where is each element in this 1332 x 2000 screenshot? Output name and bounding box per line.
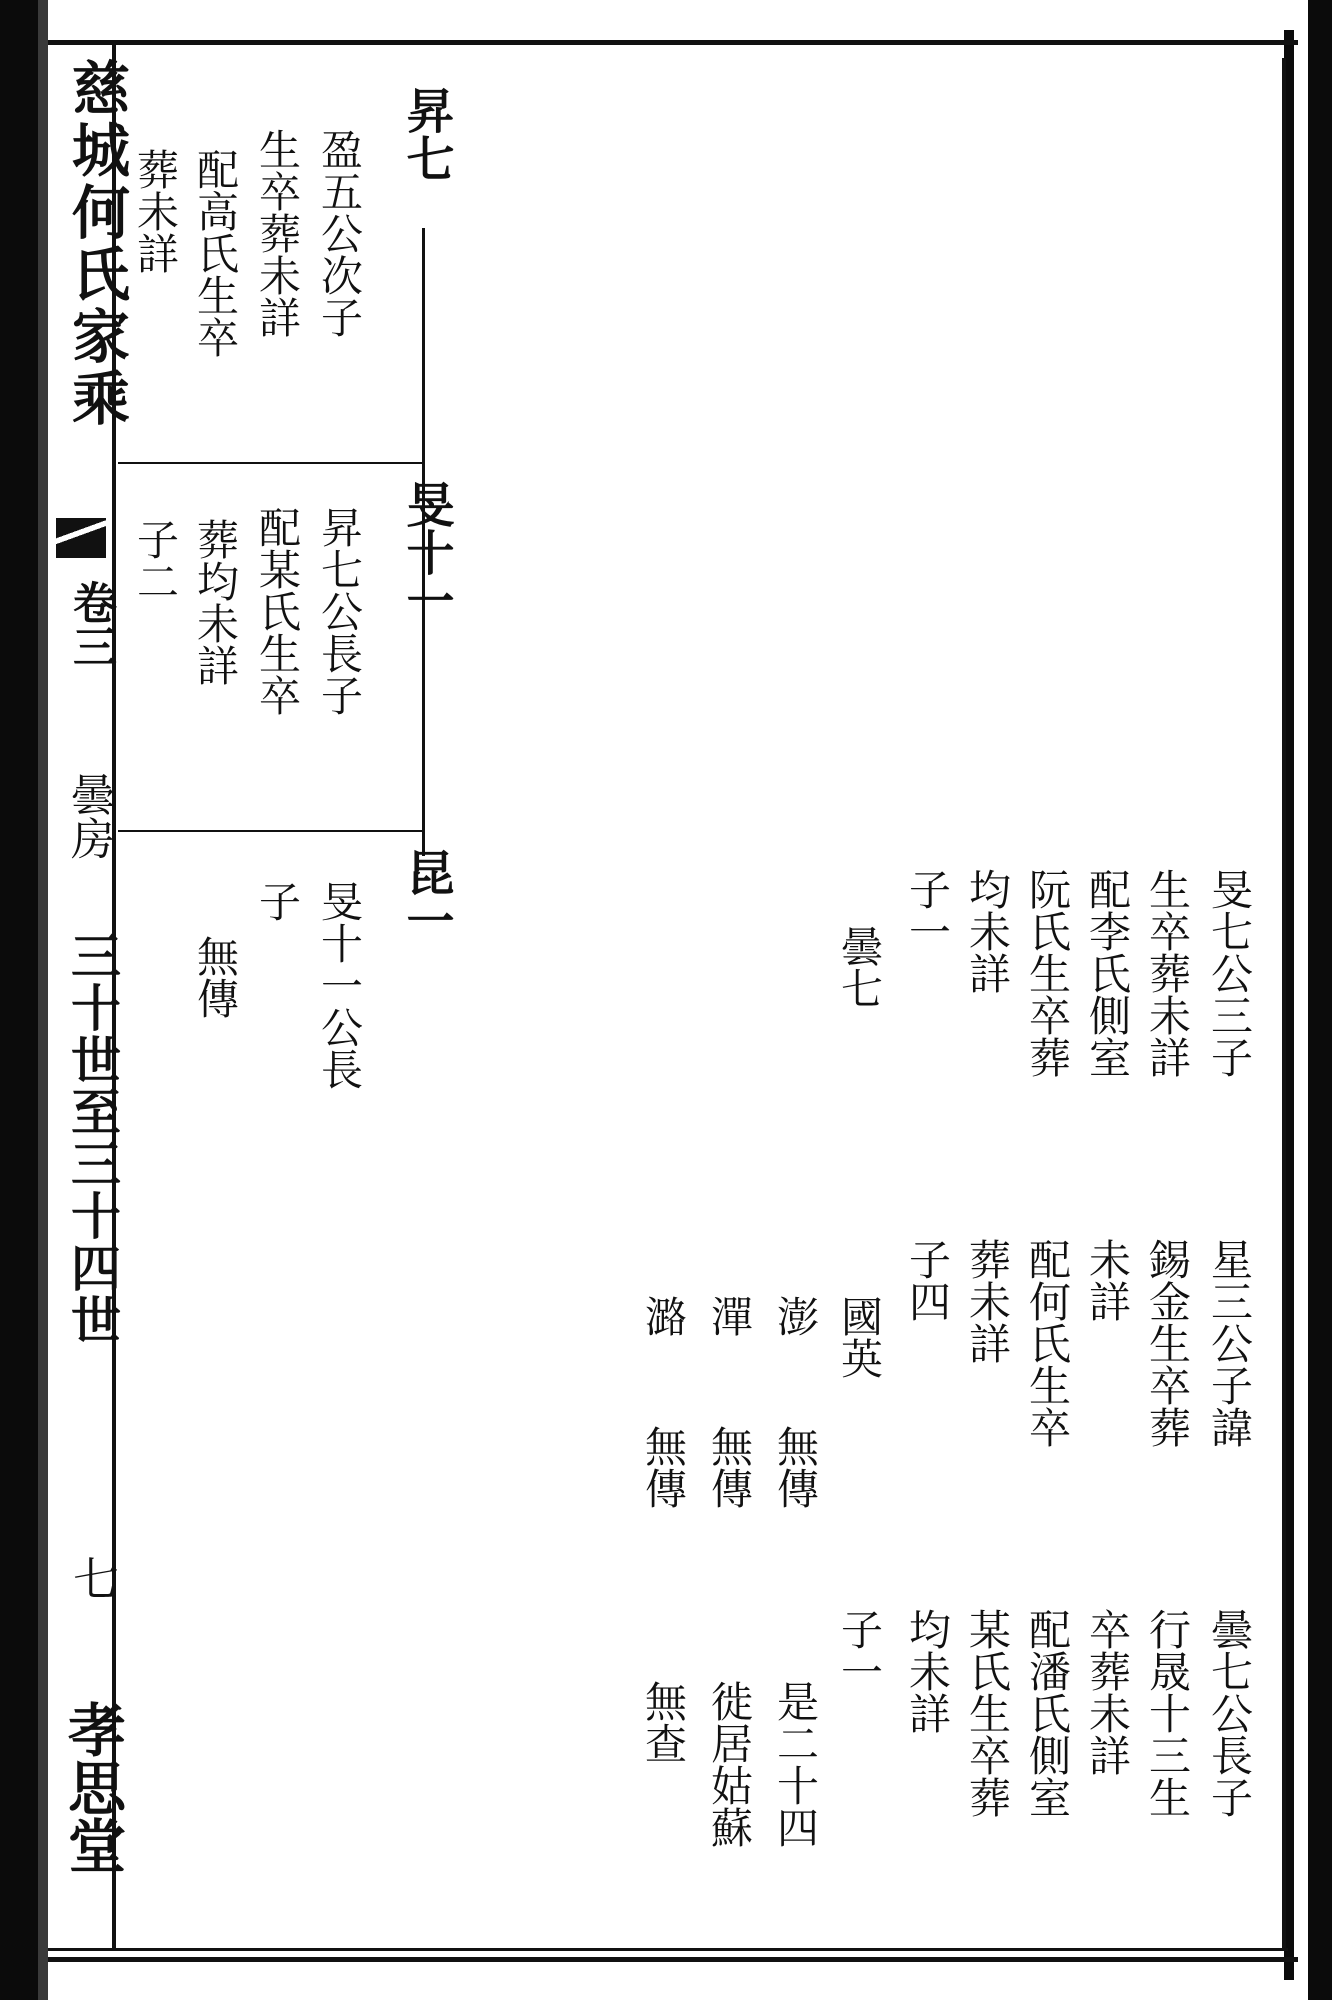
fishtail-mark [56, 518, 106, 558]
generation-name-kun1: 昆一 [398, 848, 454, 944]
hall-name: 孝思堂 [58, 1700, 126, 1874]
tree-branch-line [118, 462, 424, 464]
entry-text: 無傳 [191, 935, 240, 1019]
person-status: 無傳 [771, 1425, 820, 1509]
entry-text: 子一 [835, 1608, 884, 1692]
entry-text: 配高氏生卒 [191, 148, 240, 358]
entry-text: 盈五公次子 [315, 128, 364, 338]
person-status: 無傳 [705, 1425, 754, 1509]
entry-text: 旻十一公長 [315, 880, 364, 1090]
entry-text: 是二十四 [771, 1680, 820, 1848]
entry-text: 配潘氏側室 [1023, 1608, 1072, 1818]
frame-bottom-rule [48, 1948, 1288, 1951]
entry-text: 某氏生卒葬 [963, 1608, 1012, 1818]
entry-text: 葬未詳 [131, 148, 180, 274]
scan-margin-left [0, 0, 38, 2000]
page-number: 七 [66, 1555, 120, 1601]
person-status: 無傳 [639, 1425, 688, 1509]
generation-name-min11: 旻十一 [398, 480, 454, 624]
person-name-guoying: 國英 [835, 1295, 884, 1379]
entry-text: 錫金生卒葬 [1143, 1238, 1192, 1448]
entry-text: 未詳 [1083, 1238, 1132, 1322]
entry-text: 無查 [639, 1680, 688, 1764]
generation-name-tan7: 曇七 [835, 925, 884, 1009]
entry-text: 曇七公長子 [1205, 1608, 1254, 1818]
entry-text: 星三公子諱 [1205, 1238, 1254, 1448]
volume-label: 卷三 [65, 580, 116, 668]
frame-inner-rule [1282, 58, 1286, 1948]
scan-margin-right [1308, 0, 1332, 2000]
entry-text: 子一 [903, 868, 952, 952]
tree-branch-line [118, 830, 424, 832]
entry-text: 配李氏側室 [1083, 868, 1132, 1078]
entry-text: 旻七公三子 [1205, 868, 1254, 1078]
entry-text: 均未詳 [963, 868, 1012, 994]
entry-text: 均未詳 [903, 1608, 952, 1734]
book-title: 慈城何氏家乘 [62, 58, 130, 430]
entry-text: 子二 [131, 518, 180, 602]
entry-text: 葬均未詳 [191, 518, 240, 686]
entry-text: 阮氏生卒葬 [1023, 868, 1072, 1078]
generation-name-sheng7: 昇七 [398, 86, 454, 182]
person-name: 澎 [771, 1295, 820, 1337]
entry-text: 昇七公長子 [315, 506, 364, 716]
entry-text: 卒葬未詳 [1083, 1608, 1132, 1776]
entry-text: 配某氏生卒 [253, 506, 302, 716]
entry-text: 生卒葬未詳 [1143, 868, 1192, 1078]
person-name: 潞 [639, 1295, 688, 1337]
entry-text: 子四 [903, 1238, 952, 1322]
generation-range: 三十世至三十四世 [63, 930, 122, 1346]
entry-text: 子 [253, 880, 302, 922]
scan-margin-left-shadow [38, 0, 48, 2000]
person-name: 潬 [705, 1295, 754, 1337]
entry-text: 配何氏生卒 [1023, 1238, 1072, 1448]
entry-text: 葬未詳 [963, 1238, 1012, 1364]
entry-text: 徙居姑蘇 [705, 1680, 754, 1848]
entry-text: 行晟十三生 [1143, 1608, 1192, 1818]
entry-text: 生卒葬未詳 [253, 128, 302, 338]
branch-label: 曇房 [63, 772, 114, 860]
